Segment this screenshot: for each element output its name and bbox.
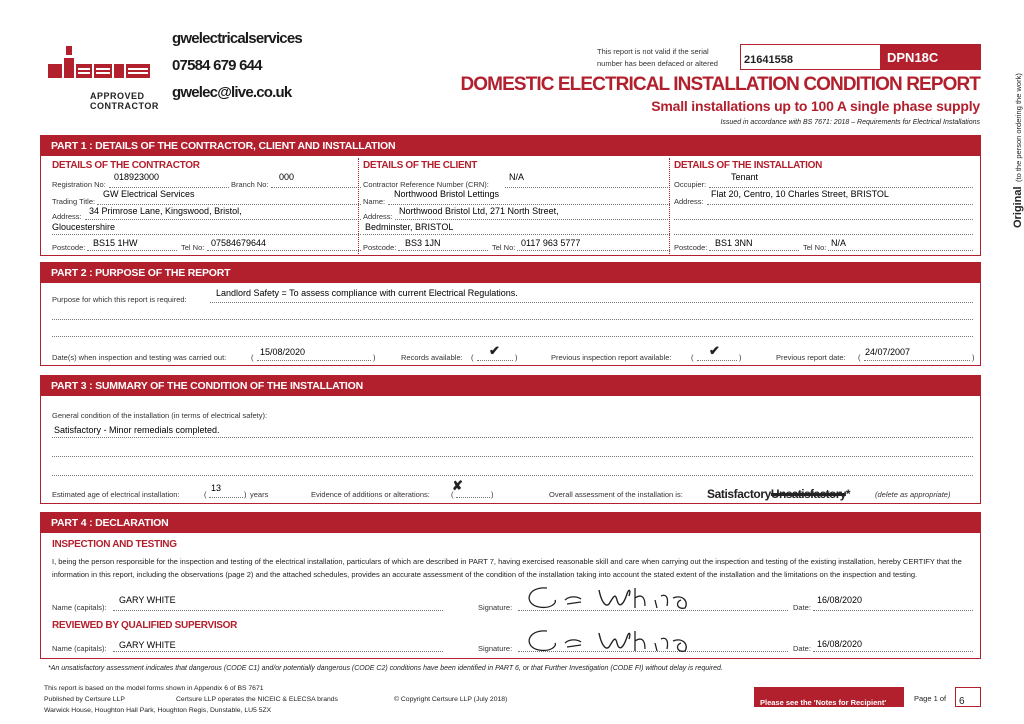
contractor-address-line2[interactable]: Gloucestershire <box>52 222 116 232</box>
part3-title: PART 3 : SUMMARY OF THE CONDITION OF THE INSTALLATION <box>41 376 980 396</box>
occupier-label: Occupier: <box>674 180 707 189</box>
inspector-name-label: Name (capitals): <box>52 603 107 612</box>
previous-date-label: Previous report date: <box>776 353 846 362</box>
serial-number-box <box>740 44 881 70</box>
contractor-heading: DETAILS OF THE CONTRACTOR <box>52 160 200 171</box>
age-label: Estimated age of electrical installation: <box>52 490 180 499</box>
side-label <box>1008 73 1024 228</box>
additions-label: Evidence of additions or alterations: <box>311 490 430 499</box>
delete-note: (delete as appropriate) <box>875 490 951 499</box>
records-label: Records available: <box>401 353 463 362</box>
page-label: Page 1 of <box>914 694 947 703</box>
footer-published: Published by Certsure LLP <box>44 696 125 703</box>
contractor-tel-label: Tel No: <box>181 243 205 252</box>
supervisor-signature-label: Signature: <box>478 644 513 653</box>
inspector-date-label: Date: <box>793 603 811 612</box>
supervisor-date-label: Date: <box>793 644 811 653</box>
approved-line2: CONTRACTOR <box>90 101 159 111</box>
report-subtitle: Small installations up to 100 A single phase supply <box>651 98 980 114</box>
crn-value[interactable]: N/A <box>509 172 525 182</box>
reg-no-value[interactable]: 018923000 <box>114 172 160 182</box>
branch-label: Branch No: <box>231 180 269 189</box>
installation-address-label: Address: <box>674 197 704 206</box>
supervisor-heading: REVIEWED BY QUALIFIED SUPERVISOR <box>52 620 238 631</box>
part2-section: PART 2 : PURPOSE OF THE REPORT Purpose for which this report is required: Landlord Safety = To assess compliance with current Electrical Regulations. Date(s) when inspection and testing was carried out: ( ) 15/08/2020 Records available: ( ) ✔ Previous inspection report available: ( ) ✔ Previous report date: ( ) 24/07/2007 <box>40 262 981 366</box>
inspector-signature[interactable] <box>517 580 757 614</box>
footer-operates: Certsure LLP operates the NICEIC & ELECSA brands <box>176 696 338 703</box>
client-address-label: Address: <box>363 212 393 221</box>
niceic-logo <box>44 44 159 111</box>
form-code: DPN18C <box>881 44 981 70</box>
installation-address-line1[interactable]: Flat 20, Centro, 10 Charles Street, BRISTOL <box>711 189 889 199</box>
installation-postcode-label: Postcode: <box>674 243 708 252</box>
part4-title: PART 4 : DECLARATION <box>41 513 980 533</box>
purpose-label: Purpose for which this report is required: <box>52 295 187 304</box>
report-title: DOMESTIC ELECTRICAL INSTALLATION CONDITION REPORT <box>460 74 980 95</box>
previous-date-value[interactable]: 24/07/2007 <box>865 347 911 357</box>
issued-note: Issued in accordance with BS 7671: 2018 – Requirements for Electrical Installations <box>720 119 980 126</box>
footnote: *An unsatisfactory assessment indicates that dangerous (CODE C1) and/or potentially dangerous (CODE C2) conditions have been identified in PART 6, or that Further Investigation (CODE FI) without delay is required. <box>48 665 723 672</box>
part1-title: PART 1 : DETAILS OF THE CONTRACTOR, CLIENT AND INSTALLATION <box>41 136 980 156</box>
purpose-value[interactable]: Landlord Safety = To assess compliance with current Electrical Regulations. <box>216 288 518 298</box>
installation-tel[interactable]: N/A <box>831 238 847 248</box>
contractor-tel[interactable]: 07584679644 <box>211 238 267 248</box>
dates-label: Date(s) when inspection and testing was carried out: <box>52 353 227 362</box>
crn-label: Contractor Reference Number (CRN): <box>363 180 489 189</box>
contractor-address-label: Address: <box>52 212 82 221</box>
client-postcode[interactable]: BS3 1JN <box>405 238 441 248</box>
overall-assessment[interactable] <box>707 485 851 503</box>
overall-asterisk: * <box>845 487 851 501</box>
inspector-signature-label: Signature: <box>478 603 513 612</box>
serial-number: 21641558 <box>744 54 793 66</box>
previous-report-tick[interactable]: ✔ <box>709 343 720 358</box>
general-condition-label: General condition of the installation (in terms of electrical safety): <box>52 411 268 420</box>
supervisor-signature[interactable] <box>517 623 757 657</box>
footer-address: Warwick House, Houghton Hall Park, Houghton Regis, Dunstable, LU5 5ZX <box>44 707 272 714</box>
approved-line1: APPROVED <box>90 91 145 101</box>
footer-line1: This report is based on the model forms shown in Appendix 6 of BS 7671 <box>44 685 264 692</box>
client-tel[interactable]: 0117 963 5777 <box>521 238 581 248</box>
client-name-label: Name: <box>363 197 386 206</box>
company-email: gwelec@live.co.uk <box>172 84 292 101</box>
installation-postcode[interactable]: BS1 3NN <box>715 238 753 248</box>
age-unit: years <box>250 490 269 499</box>
niceic-logo-mark <box>44 44 156 84</box>
client-address-line2[interactable]: Bedminster, BRISTOL <box>365 222 454 232</box>
serial-note-line1: This report is not valid if the serial <box>597 47 709 56</box>
records-tick[interactable]: ✔ <box>489 343 500 358</box>
company-name: gwelectricalservices <box>172 30 302 47</box>
footer-copyright: © Copyright Certsure LLP (July 2018) <box>394 696 508 703</box>
inspection-heading: INSPECTION AND TESTING <box>52 539 177 550</box>
contractor-address-line1[interactable]: 34 Primrose Lane, Kingswood, Bristol, <box>89 206 242 216</box>
supervisor-name[interactable]: GARY WHITE <box>119 640 176 650</box>
overall-label: Overall assessment of the installation is: <box>549 490 683 499</box>
contractor-postcode[interactable]: BS15 1HW <box>93 238 138 248</box>
additions-cross[interactable]: ✘ <box>452 478 463 493</box>
company-phone: 07584 679 644 <box>172 57 262 74</box>
reg-no-label: Registration No: <box>52 180 106 189</box>
client-tel-label: Tel No: <box>492 243 516 252</box>
overall-satisfactory: Satisfactory <box>707 487 771 501</box>
part1-divider-1 <box>358 158 359 254</box>
trading-label: Trading Title: <box>52 197 96 206</box>
supervisor-name-label: Name (capitals): <box>52 644 107 653</box>
trading-value[interactable]: GW Electrical Services <box>103 189 195 199</box>
page-total: 6 <box>959 696 965 707</box>
part4-section <box>40 512 981 659</box>
inspector-date[interactable]: 16/08/2020 <box>817 595 863 605</box>
installation-tel-label: Tel No: <box>803 243 827 252</box>
age-value[interactable]: 13 <box>211 483 222 493</box>
page-total-box <box>955 687 981 707</box>
overall-unsatisfactory-struck: Unsatisfactory <box>770 487 846 501</box>
client-address-line1[interactable]: Northwood Bristol Ltd, 271 North Street, <box>399 206 559 216</box>
branch-value[interactable]: 000 <box>279 172 295 182</box>
part1-divider-2 <box>669 158 670 254</box>
company-branding <box>172 30 332 106</box>
general-condition-value[interactable]: Satisfactory - Minor remedials completed. <box>54 425 220 435</box>
client-postcode-label: Postcode: <box>363 243 397 252</box>
side-label-rest: (to the person ordering the work) <box>1014 73 1023 182</box>
inspector-name[interactable]: GARY WHITE <box>119 595 176 605</box>
client-name[interactable]: Northwood Bristol Lettings <box>394 189 500 199</box>
supervisor-date[interactable]: 16/08/2020 <box>817 639 863 649</box>
client-heading: DETAILS OF THE CLIENT <box>363 160 478 171</box>
installation-heading: DETAILS OF THE INSTALLATION <box>674 160 822 171</box>
part1-section <box>40 135 981 256</box>
declaration-text: I, being the person responsible for the inspection and testing of the electrical installation, particulars of which are described in PART 7, having exercised reasonable skill and care when carrying out the inspection and testing of the existing installation, hereby CERTIFY that the information in this report, including the observations (page 2) and the attached schedules, provides an accurate assessment of the condition of the installation taking into account the stated extent of the installation and the limitations on the inspection and testing. <box>52 557 962 579</box>
serial-note-line2: number has been defaced or altered <box>597 59 718 68</box>
side-label-bold: Original <box>1012 186 1024 228</box>
part2-title: PART 2 : PURPOSE OF THE REPORT <box>41 263 980 283</box>
previous-report-label: Previous inspection report available: <box>551 353 672 362</box>
contractor-postcode-label: Postcode: <box>52 243 86 252</box>
occupier-value[interactable]: Tenant <box>731 172 759 182</box>
part3-section: PART 3 : SUMMARY OF THE CONDITION OF THE INSTALLATION General condition of the installation (in terms of electrical safety): Satisfactory - Minor remedials completed. Estimated age of electrical installation: ( ) 13 years Evidence of additions or alterations: ( ) ✘ Overall assessment of the installation is: SatisfactoryUnsatisfactory* (delete as appropriate) <box>40 375 981 504</box>
notes-for-recipient-button[interactable]: Please see the 'Notes for Recipient' <box>754 687 904 707</box>
dates-value[interactable]: 15/08/2020 <box>260 347 306 357</box>
